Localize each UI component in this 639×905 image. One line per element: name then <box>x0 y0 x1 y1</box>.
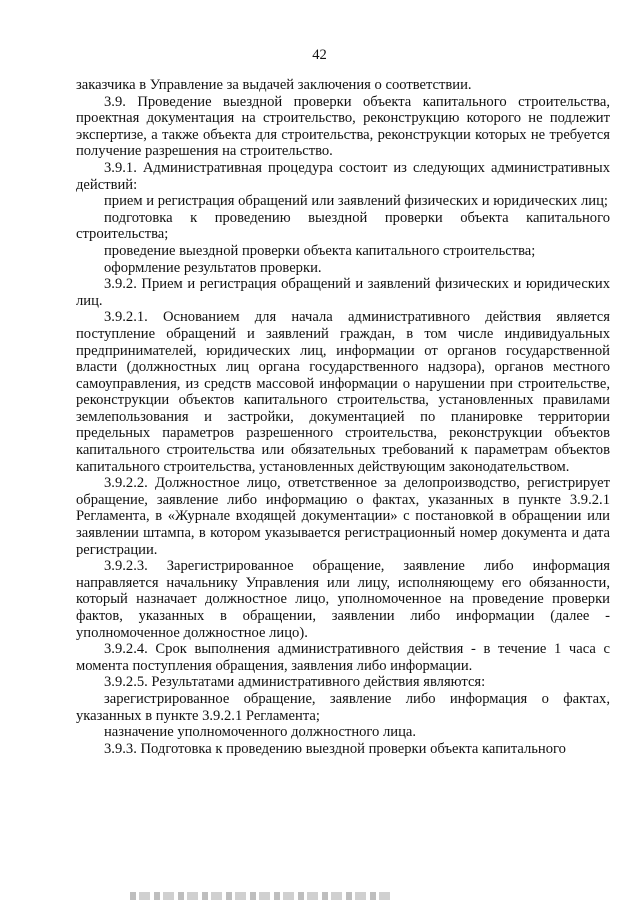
list-item: назначение уполномоченного должностного лица. <box>104 724 417 741</box>
list-item: зарегистрированное обращение, заявление либо информация о фактах, указанных в пункте 3.9.2.1 Регламента; <box>76 690 610 724</box>
scan-artifact <box>130 892 390 900</box>
paragraph: 3.9.2.2. Должностное лицо, ответственное за делопроизводство, регистрирует обращение, заявление либо информацию о фактах, указанных в пункте 3.9.2.1 Регламента, в «Журнале входящей документации» с постановкой в обращении или заявлении штампа, в котором указывается регистрационный номер документа и дата регистрации. <box>76 475 610 558</box>
paragraph: 3.9.2.4. Срок выполнения административного действия - в течение 1 часа с момента поступления обращения, заявления либо информации. <box>76 641 610 674</box>
paragraph: 3.9.2. Прием и регистрация обращений и заявлений физических и юридических лиц. <box>76 276 610 309</box>
document-body <box>76 77 610 757</box>
paragraph: 3.9.1. Административная процедура состоит из следующих административных действий: <box>76 159 610 193</box>
list-item: подготовка к проведению выездной проверки объекта капитального строительства; <box>76 209 610 243</box>
paragraph: 3.9. Проведение выездной проверки объекта капитального строительства, проектная документация на строительство, реконструкцию которого не подлежит экспертизе, а также объекта для строительства, реконструкции которых не требуется получение разрешения на строительство. <box>76 93 610 160</box>
paragraph: 3.9.2.3. Зарегистрированное обращение, заявление либо информация направляется начальнику Управления или лицу, исполняющему его обязанности, который назначает должностное лицо, уполномоченное на проведение проверки фактов, указанных в обращении, заявлении либо информации (далее - уполномоченное должностное лицо). <box>76 558 610 641</box>
list-item: проведение выездной проверки объекта капитального строительства; <box>104 242 536 259</box>
paragraph: 3.9.2.5. Результатами административного действия являются: <box>104 674 486 691</box>
list-item: оформление результатов проверки. <box>104 259 322 276</box>
paragraph: заказчика в Управление за выдачей заключения о соответствии. <box>76 77 472 93</box>
paragraph: 3.9.2.1. Основанием для начала административного действия является поступление обращений и заявлений граждан, в том числе индивидуальных предпринимателей, юридических лиц, информации от органов государственной власти (должностных лиц органа государственного надзора), органов местного самоуправления, из средств массовой информации о нарушении при строительстве, реконструкции объектов капитального строительства, установленных правилами землепользования и застройки, документацией по планировке территории предельных параметров разрешенного строительства, реконструкции объектов капитального строительства или обязательных требований к параметрам объектов капитального строительства, установленных действующим законодательством. <box>76 309 610 475</box>
paragraph: 3.9.3. Подготовка к проведению выездной проверки объекта капитального <box>104 740 566 757</box>
list-item: прием и регистрация обращений или заявлений физических и юридических лиц; <box>104 193 608 210</box>
page-number: 42 <box>312 47 327 63</box>
